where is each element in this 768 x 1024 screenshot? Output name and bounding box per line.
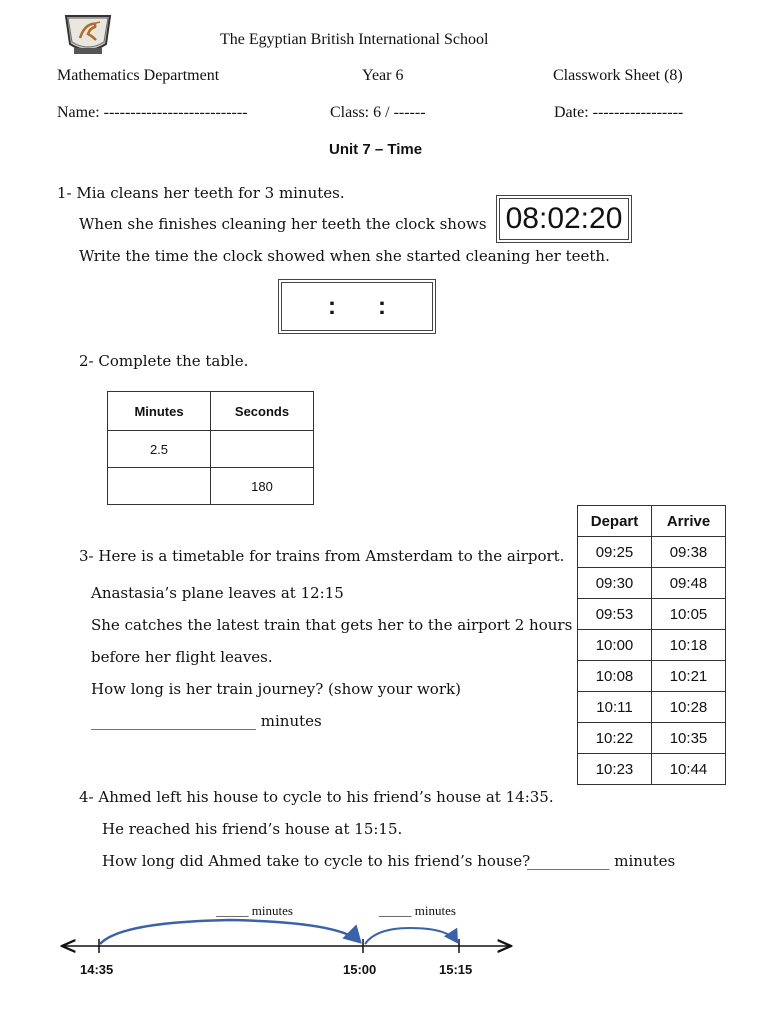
- answer-separator-1: :: [328, 293, 336, 320]
- q1-line2: When she finishes cleaning her teeth the clock shows: [79, 215, 487, 233]
- depart-cell: 10:00: [578, 630, 652, 661]
- cell-minutes: 2.5: [108, 431, 211, 468]
- header-seconds: Seconds: [211, 392, 314, 431]
- header-minutes: Minutes: [108, 392, 211, 431]
- jump2-label: _____ minutes: [379, 903, 456, 918]
- date-field: Date: -----------------: [554, 104, 684, 121]
- q3-prompt: 3- Here is a timetable for trains from Amsterdam to the airport.: [79, 547, 565, 565]
- depart-cell: 10:08: [578, 661, 652, 692]
- depart-cell: 09:53: [578, 599, 652, 630]
- q3-line1: Anastasia’s plane leaves at 12:15: [91, 584, 344, 602]
- depart-cell: 09:30: [578, 568, 652, 599]
- depart-cell: 10:11: [578, 692, 652, 723]
- arrive-cell: 10:35: [652, 723, 726, 754]
- q4-line1: 4- Ahmed left his house to cycle to his friend’s house at 14:35.: [79, 788, 554, 806]
- tick-label-14-35: 14:35: [80, 962, 114, 977]
- class-field: Class: 6 / ------: [330, 104, 426, 121]
- cell-seconds: 180: [211, 468, 314, 505]
- q4-answer-line[interactable]: ___________ minutes: [527, 852, 676, 870]
- arrive-cell: 09:38: [652, 537, 726, 568]
- depart-cell: 10:22: [578, 723, 652, 754]
- jump-arc-1: [100, 920, 360, 944]
- arrive-cell: 09:48: [652, 568, 726, 599]
- q4-line2: He reached his friend’s house at 15:15.: [102, 820, 403, 838]
- answer-separator-2: :: [378, 293, 386, 320]
- jump-arc-2: [365, 928, 457, 944]
- header-depart: Depart: [578, 506, 652, 537]
- arrive-cell: 10:21: [652, 661, 726, 692]
- year: Year 6: [362, 67, 404, 84]
- tick-label-15-00: 15:00: [343, 962, 377, 977]
- depart-cell: 10:23: [578, 754, 652, 785]
- q3-line4: How long is her train journey? (show your work): [91, 680, 461, 698]
- q3-line2: She catches the latest train that gets her to the airport 2 hours: [91, 616, 573, 634]
- arrive-cell: 10:44: [652, 754, 726, 785]
- depart-cell: 09:25: [578, 537, 652, 568]
- q1-line3: Write the time the clock showed when she started cleaning her teeth.: [79, 247, 610, 265]
- header-arrive: Arrive: [652, 506, 726, 537]
- jump1-label[interactable]: _____ minutes: [216, 903, 293, 918]
- clock-time: 08:02:20: [499, 198, 629, 240]
- sheet-title: Classwork Sheet (8): [553, 67, 683, 84]
- q2-prompt: 2- Complete the table.: [79, 352, 249, 370]
- school-name: The Egyptian British International School: [220, 31, 489, 48]
- arrive-cell: 10:28: [652, 692, 726, 723]
- tick-label-15-15: 15:15: [439, 962, 473, 977]
- q3-answer-line[interactable]: ______________________ minutes: [91, 712, 322, 730]
- department: Mathematics Department: [57, 67, 220, 84]
- arrive-cell: 10:18: [652, 630, 726, 661]
- arrive-cell: 10:05: [652, 599, 726, 630]
- unit-title: Unit 7 – Time: [329, 141, 423, 158]
- q3-line3: before her flight leaves.: [91, 648, 273, 666]
- name-field: Name: ---------------------------: [57, 104, 248, 121]
- q1-line1: 1- Mia cleans her teeth for 3 minutes.: [57, 184, 345, 202]
- q4-line3: How long did Ahmed take to cycle to his friend’s house?: [102, 852, 531, 870]
